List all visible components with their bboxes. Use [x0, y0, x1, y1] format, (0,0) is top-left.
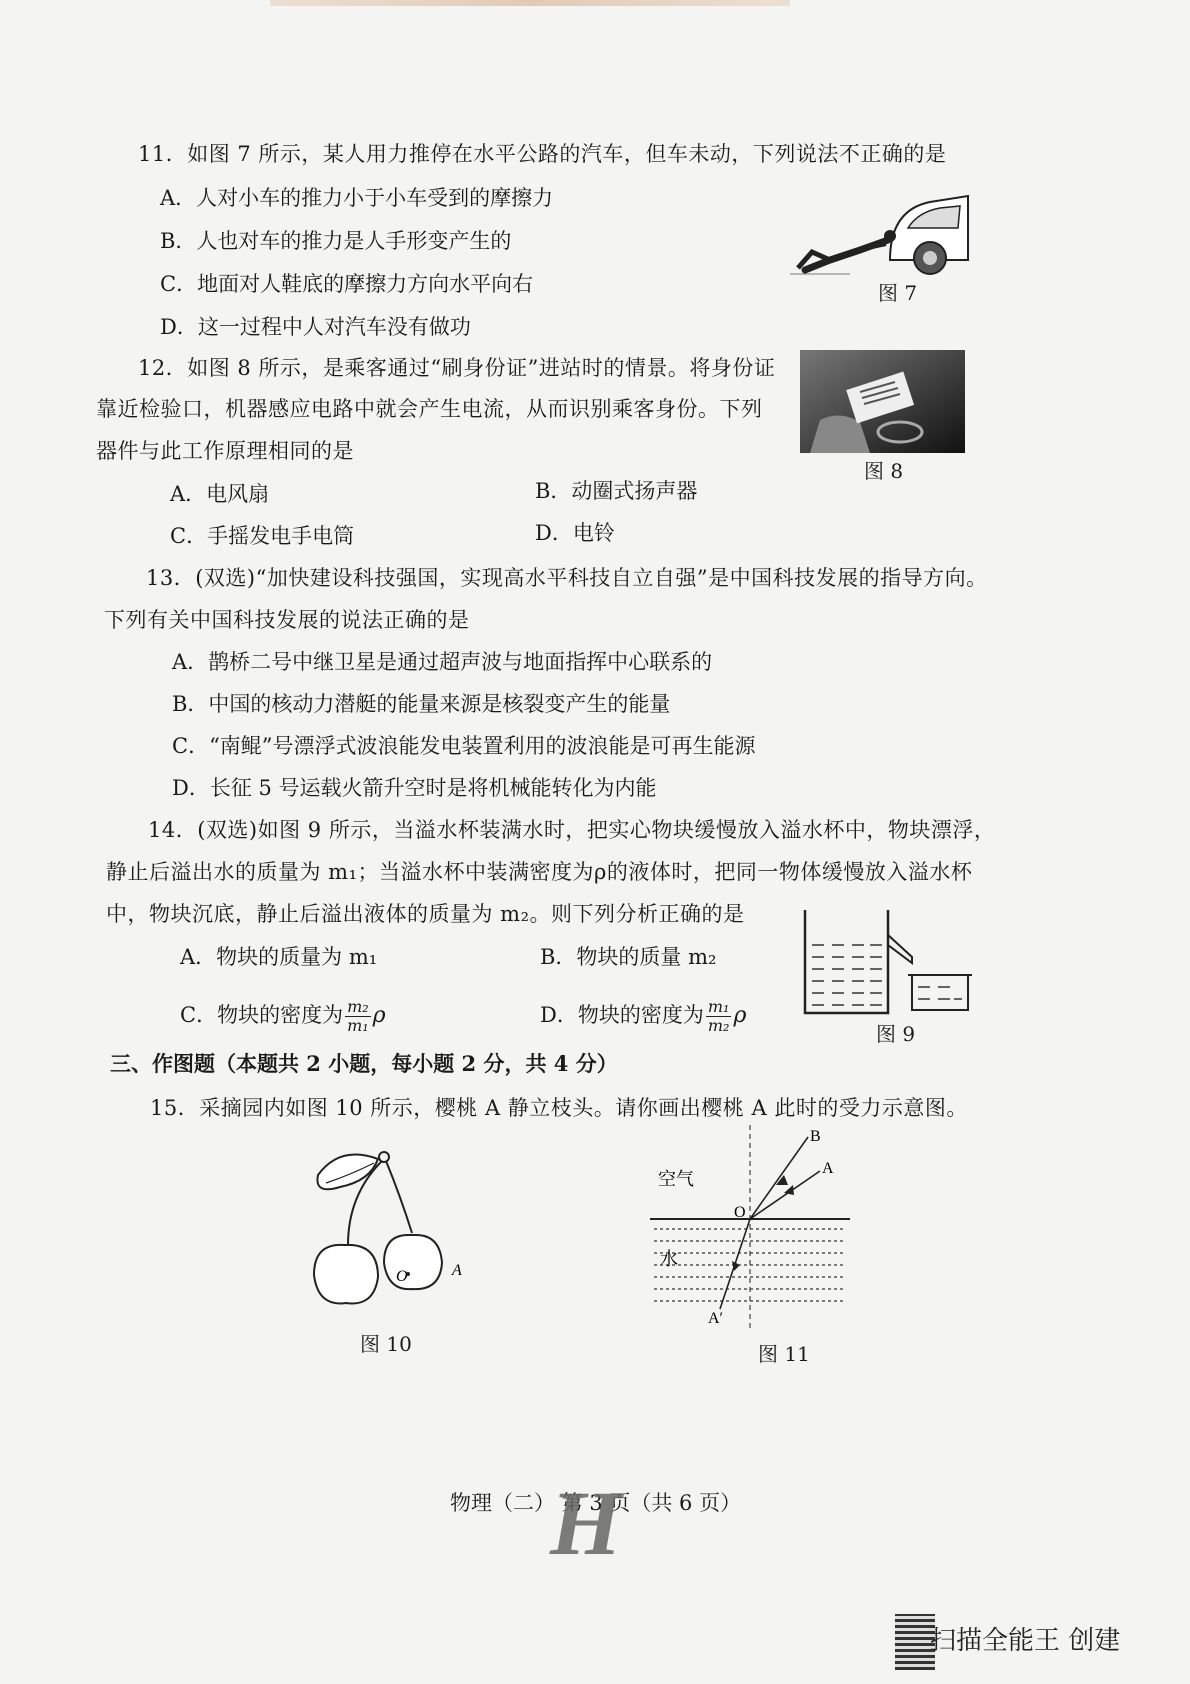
water-label: 水 — [660, 1249, 678, 1270]
q12-option-b: B．动圈式扬声器 — [535, 479, 698, 503]
figure-8-id-card-photo — [800, 350, 965, 453]
ray-a-label: A — [822, 1160, 834, 1177]
q11-option-c: C．地面对人鞋底的摩擦力方向水平向右 — [160, 272, 534, 296]
q15-stem: 15．采摘园内如图 10 所示，樱桃 A 静立枝头。请你画出樱桃 A 此时的受力示意图。 — [150, 1096, 968, 1120]
q13-stem-line2: 下列有关中国科技发展的说法正确的是 — [104, 608, 470, 632]
cherry-a-label: A — [452, 1262, 462, 1279]
figure-9-overflow-cup — [800, 905, 980, 1020]
figure-11-caption: 图 11 — [758, 1342, 810, 1366]
q14-option-c-text: C．物块的密度为 — [180, 1003, 344, 1027]
q14-c-rho: ρ — [372, 1003, 386, 1028]
q14-option-d-text: D．物块的密度为 — [540, 1003, 704, 1027]
figure-7-person-pushing-car — [790, 190, 970, 280]
figure-9-caption: 图 9 — [876, 1022, 916, 1046]
q13-option-b: B．中国的核动力潜艇的能量来源是核裂变产生的能量 — [172, 692, 671, 716]
q14-d-numerator: m₁ — [707, 997, 730, 1016]
figure-11-refraction — [650, 1125, 850, 1330]
section-3-heading: 三、作图题（本题共 2 小题，每小题 2 分，共 4 分） — [110, 1051, 618, 1076]
q11-option-a: A．人对小车的推力小于小车受到的摩擦力 — [160, 186, 554, 210]
q14-option-b: B．物块的质量 m₂ — [540, 945, 717, 969]
q13-option-a: A．鹊桥二号中继卫星是通过超声波与地面指挥中心联系的 — [172, 650, 713, 674]
q13-option-c: C．“南鲲”号漂浮式波浪能发电装置利用的波浪能是可再生能源 — [172, 734, 756, 758]
air-label: 空气 — [658, 1169, 694, 1190]
ray-a-prime-label: A′ — [708, 1310, 724, 1327]
q12-option-d: D．电铃 — [535, 521, 615, 545]
figure-10-caption: 图 10 — [360, 1332, 412, 1356]
q12-option-a: A．电风扇 — [170, 482, 270, 506]
q14-c-denominator: m₁ — [347, 1016, 369, 1035]
qr-code-icon — [895, 1614, 935, 1670]
page-footer: 物理（二） 第 3 页（共 6 页） — [450, 1491, 742, 1515]
q14-d-denominator: m₂ — [707, 1016, 730, 1035]
q14-option-a: A．物块的质量为 m₁ — [180, 945, 378, 969]
q14-stem-line2: 静止后溢出水的质量为 m₁；当溢水杯中装满密度为ρ的液体时，把同一物体缓慢放入溢水杯 — [106, 860, 973, 884]
watermark-letter: H — [550, 1472, 622, 1574]
q11-option-b: B．人也对车的推力是人手形变产生的 — [160, 229, 512, 253]
scan-edge — [270, 0, 790, 6]
q14-option-c — [180, 998, 386, 1035]
q14-option-d-fraction — [706, 998, 732, 1035]
figure-7-caption: 图 7 — [878, 281, 918, 305]
q14-d-rho: ρ — [733, 1003, 747, 1028]
point-o-label: O — [734, 1204, 746, 1221]
q11-option-d: D．这一过程中人对汽车没有做功 — [160, 315, 471, 339]
q12-stem-line2: 靠近检验口，机器感应电路中就会产生电流，从而识别乘客身份。下列 — [96, 397, 763, 421]
q13-option-d: D．长征 5 号运载火箭升空时是将机械能转化为内能 — [172, 776, 657, 800]
q14-option-d — [540, 998, 746, 1035]
q12-stem-line3: 器件与此工作原理相同的是 — [96, 439, 354, 463]
q11-stem: 11．如图 7 所示，某人用力推停在水平公路的汽车，但车未动，下列说法不正确的是 — [138, 142, 947, 166]
q12-option-c: C．手摇发电手电筒 — [170, 524, 355, 548]
scanner-stamp-text: 扫描全能王 创建 — [930, 1626, 1121, 1656]
ray-b-label: B — [810, 1128, 821, 1145]
q14-option-c-fraction — [345, 998, 371, 1035]
q14-stem-line1: 14．(双选)如图 9 所示，当溢水杯装满水时，把实心物块缓慢放入溢水杯中，物块漂浮， — [148, 818, 996, 842]
q13-stem-line1: 13．(双选)“加快建设科技强国，实现高水平科技自立自强”是中国科技发展的指导方向。 — [146, 566, 988, 590]
q14-stem-line3: 中，物块沉底，静止后溢出液体的质量为 m₂。则下列分析正确的是 — [106, 902, 745, 926]
cherry-center-label: O — [396, 1268, 408, 1285]
q14-c-numerator: m₂ — [347, 997, 369, 1016]
q12-stem-line1: 12．如图 8 所示，是乘客通过“刷身份证”进站时的情景。将身份证 — [138, 356, 776, 380]
figure-8-caption: 图 8 — [864, 459, 904, 483]
figure-10-cherries — [300, 1135, 480, 1325]
